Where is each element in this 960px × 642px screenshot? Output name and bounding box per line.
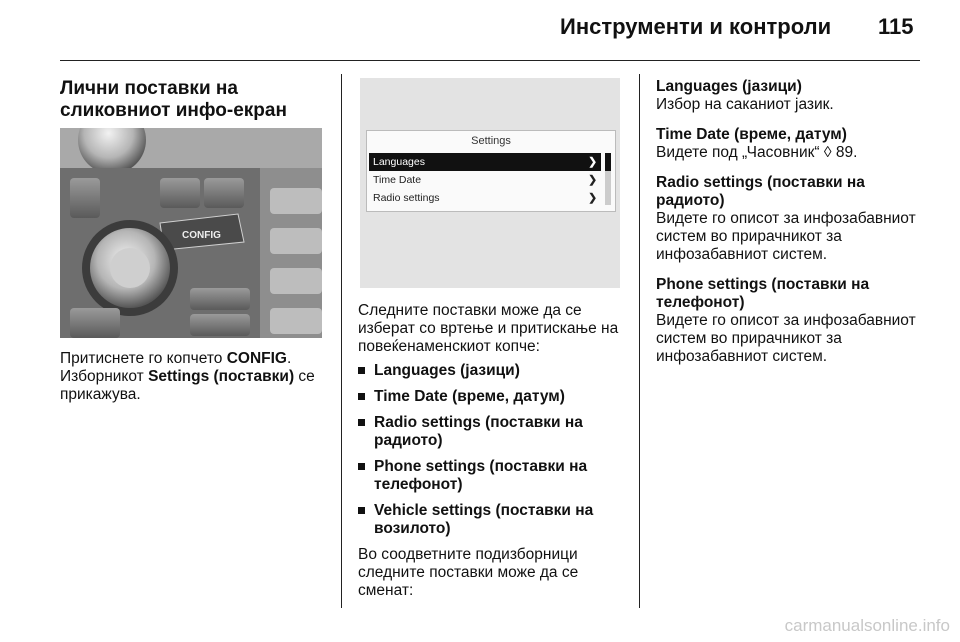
config-term: CONFIG: [226, 350, 287, 367]
entry-body: Видете под „Часовник“ ◊ 89.: [656, 144, 858, 161]
bullet-icon: [358, 393, 365, 400]
running-header-title: Инструменти и контроли: [560, 14, 832, 39]
scrollbar: [605, 153, 611, 205]
entry-languages: [656, 78, 918, 114]
menu-item-languages: [369, 153, 601, 171]
entry-radio-settings: [656, 174, 918, 264]
right-column: [656, 78, 918, 378]
entry-title: Phone settings (поставки на телефонот): [656, 276, 870, 311]
middle-column: [358, 302, 628, 600]
menu-item-label: Time Date: [373, 174, 422, 186]
entry-title: Time Date (време, датум): [656, 126, 847, 143]
column-divider: [639, 74, 640, 608]
text: се прикажува.: [60, 368, 315, 403]
menu-item-time-date: [369, 171, 601, 189]
outro-text: Во соодветните подизборници следните поставки може да се сменат:: [358, 546, 579, 599]
section-heading: Лични поставки на сликовниот инфо-екран: [60, 78, 287, 121]
intro-text: Следните поставки може да се изберат со вртење и притискање на повеќенаменскиот копче:: [358, 302, 619, 355]
list-item-text: Phone settings (поставки на телефонот): [374, 458, 588, 493]
text: Изборникот: [60, 368, 149, 385]
menu-item-label: Radio settings: [373, 192, 440, 204]
settings-screen: [366, 130, 616, 212]
text: .: [286, 350, 292, 367]
bullet-icon: [358, 367, 365, 374]
column-divider: [341, 74, 342, 608]
menu-item-radio-settings: [369, 189, 601, 207]
entry-title: Languages (јазици): [656, 78, 802, 95]
bullet-icon: [358, 507, 365, 514]
list-item-text: Radio settings (поставки на радиото): [374, 414, 583, 449]
config-label: CONFIG: [182, 230, 221, 241]
entry-title: Radio settings (поставки на радиото): [656, 174, 865, 209]
text: Притиснете го копчето: [60, 350, 227, 367]
settings-list: [358, 362, 628, 538]
list-item: [358, 362, 628, 380]
entry-time-date: [656, 126, 918, 162]
list-item-text: Vehicle settings (поставки на возилото): [374, 502, 594, 537]
bullet-icon: [358, 463, 365, 470]
list-item: [358, 388, 628, 406]
page-number: 115: [878, 14, 914, 39]
entry-body: Видете го описот за инфозабавниот систем во прирачникот за инфозабавниот систем.: [656, 312, 916, 365]
left-paragraph: [60, 350, 328, 404]
settings-term: Settings (поставки): [148, 368, 295, 385]
list-item: [358, 502, 628, 538]
watermark: carmanualsonline.info: [784, 616, 950, 635]
list-item: [358, 458, 628, 494]
config-button-photo: [60, 128, 322, 338]
header-rule: [60, 60, 920, 61]
chevron-right-icon: ❯: [588, 156, 597, 168]
list-item-text: Time Date (време, датум): [374, 388, 565, 405]
chevron-right-icon: ❯: [588, 192, 597, 204]
list-item: [358, 414, 628, 450]
left-column: [60, 78, 328, 122]
screen-title: Settings: [471, 135, 511, 147]
scroll-thumb: [605, 153, 611, 171]
entry-phone-settings: [656, 276, 918, 366]
entry-body: Видете го описот за инфозабавниот систем во прирачникот за инфозабавниот систем.: [656, 210, 916, 263]
dashboard-illustration: [60, 128, 322, 338]
settings-screen-illustration: [360, 78, 620, 288]
bullet-icon: [358, 419, 365, 426]
entry-body: Избор на саканиот јазик.: [656, 96, 834, 113]
list-item-text: Languages (јазици): [374, 362, 520, 379]
menu-item-label: Languages: [373, 156, 425, 168]
chevron-right-icon: ❯: [588, 174, 597, 186]
